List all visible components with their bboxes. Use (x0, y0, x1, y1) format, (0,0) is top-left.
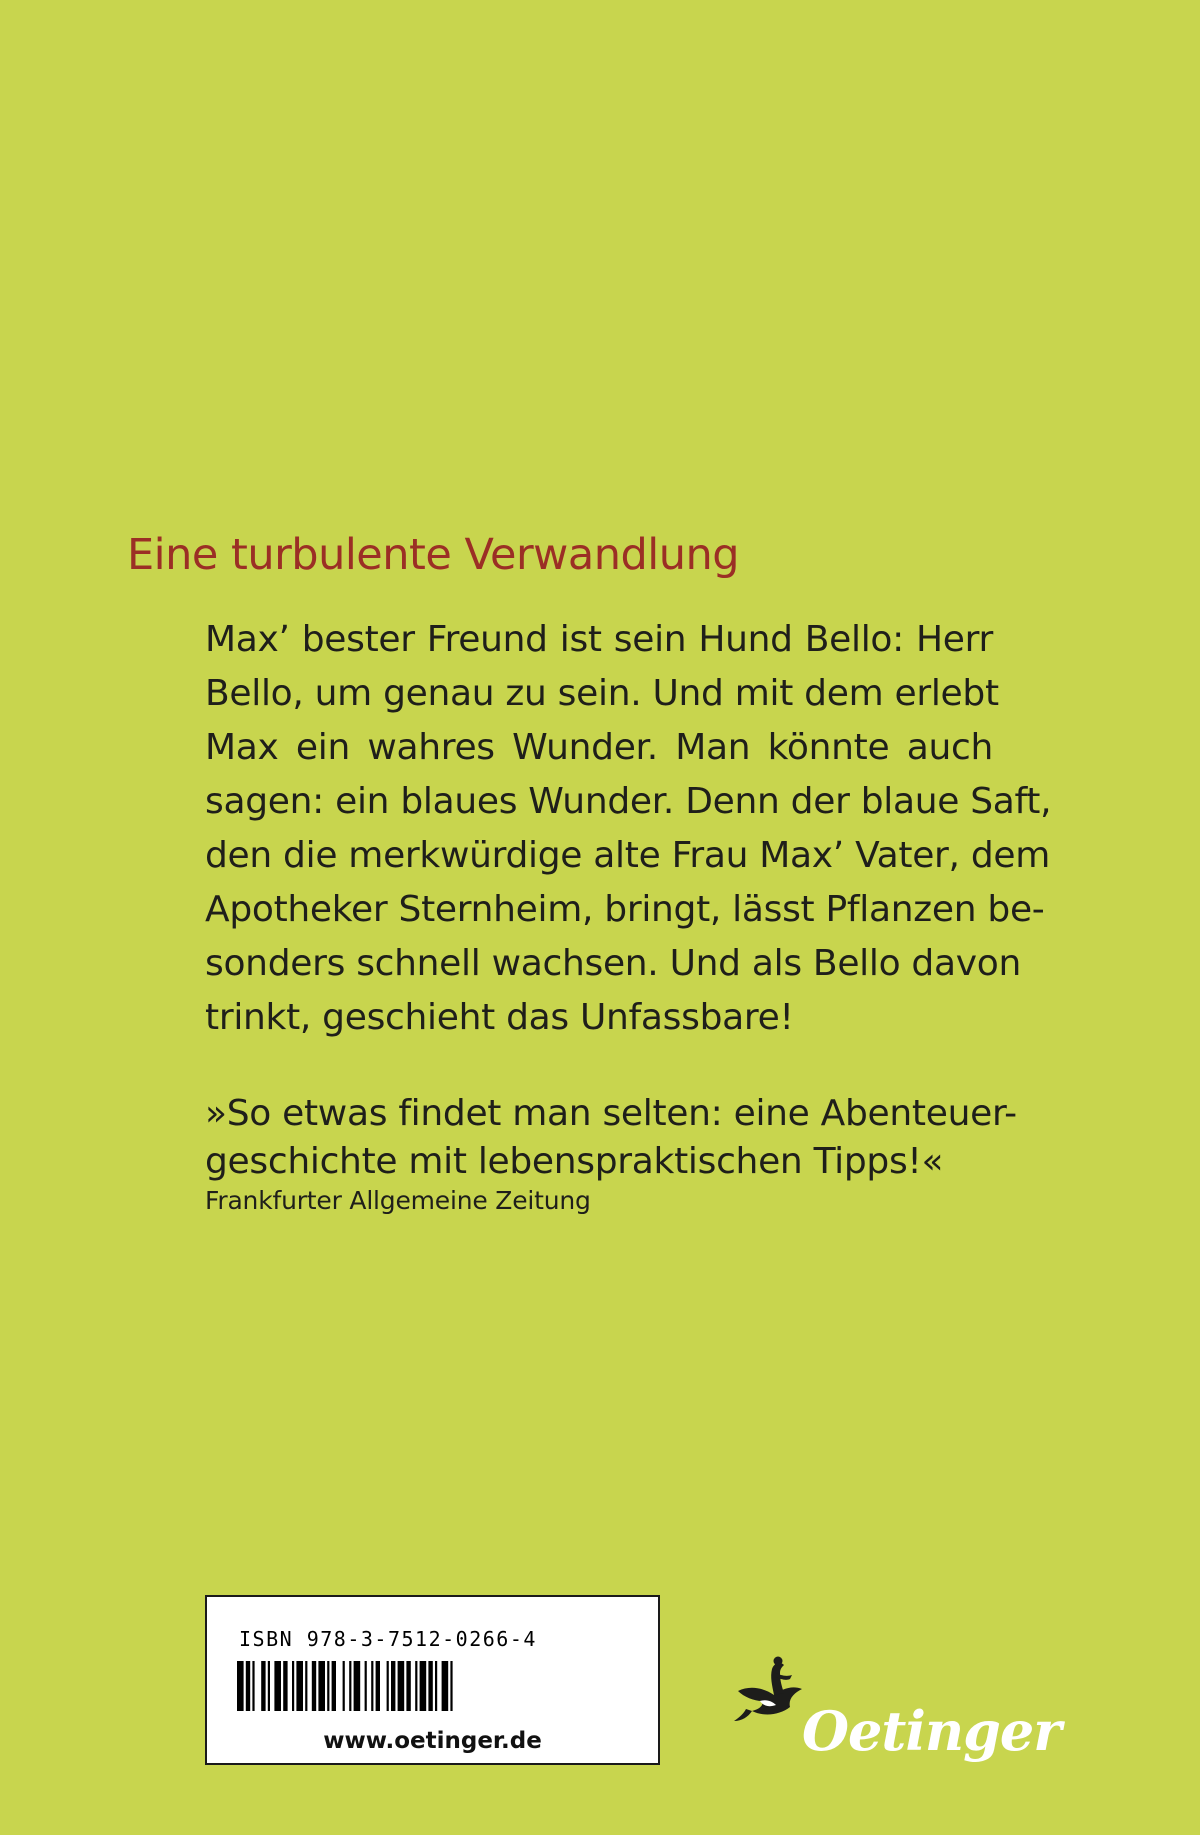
blurb-line: Bello, um genau zu sein. Und mit dem erlebt (205, 673, 999, 714)
blurb-line: trinkt, geschieht das Unfassbare! (205, 997, 794, 1038)
publisher-logo (730, 1655, 1061, 1770)
blurb-headline: Eine turbulente Verwandlung (127, 530, 739, 580)
blurb-line: Max’ bester Freund ist sein Hund Bello: Herr (205, 619, 993, 660)
quote-line: »So etwas findet man selten: eine Abenteuer- (205, 1093, 1017, 1134)
blurb-line: den die merkwürdige alte Frau Max’ Vater, dem (205, 835, 1050, 876)
blurb-line: Max ein wahres Wunder. Man könnte auch (205, 727, 993, 768)
blurb-line: sagen: ein blaues Wunder. Denn der blaue Saft, (205, 781, 1052, 822)
quote-line: geschichte mit lebenspraktischen Tipps!« (205, 1141, 944, 1182)
publisher-website: www.oetinger.de (323, 1728, 542, 1754)
blurb-text (205, 613, 1052, 1045)
blurb-line: Apotheker Sternheim, bringt, lässt Pflanzen be- (205, 889, 1045, 930)
press-quote (205, 1090, 1017, 1186)
quote-source: Frankfurter Allgemeine Zeitung (205, 1186, 591, 1215)
barcode-graphic (237, 1661, 517, 1711)
publisher-name: Oetinger (802, 1699, 1061, 1763)
barcode-label (205, 1595, 660, 1765)
blurb-line: sonders schnell wachsen. Und als Bello davon (205, 943, 1021, 984)
isbn-number: ISBN 978-3-7512-0266-4 (239, 1627, 537, 1651)
